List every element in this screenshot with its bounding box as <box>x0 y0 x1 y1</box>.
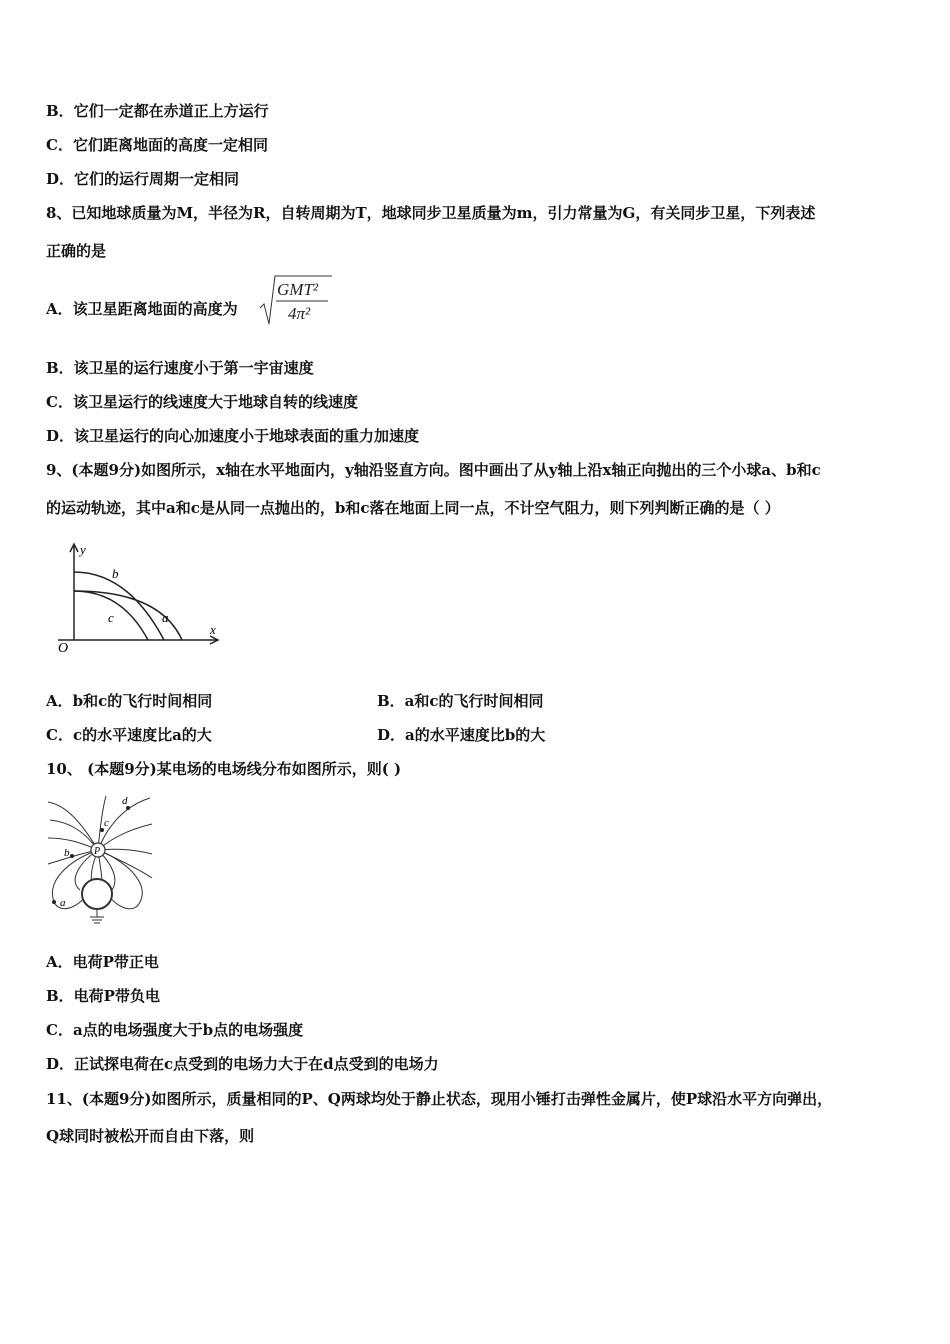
q7-option-c: C．它们距离地面的高度一定相同 <box>46 136 268 154</box>
q8-option-d: D．该卫星运行的向心加速度小于地球表面的重力加速度 <box>46 427 420 445</box>
q8-stem-line1: 8、已知地球质量为M，半径为R，自转周期为T，地球同步卫星质量为m，引力常量为G，有关同步卫星，下列表述 <box>46 204 816 222</box>
label-d: d <box>122 795 128 807</box>
q9-stem-line1: 9、(本题9分)如图所示，x轴在水平地面内，y轴沿竖直方向。图中画出了从y轴上沿x轴正向抛出的三个小球a、b和c <box>46 461 821 479</box>
electric-field-figure <box>40 790 160 930</box>
x-axis-label: x <box>210 622 216 637</box>
conductor-sphere <box>82 879 112 909</box>
q9-option-d: D．a的水平速度比b的大 <box>377 726 546 744</box>
q7-option-d: D．它们的运行周期一定相同 <box>46 170 240 188</box>
y-axis-label: y <box>80 542 86 557</box>
label-c: c <box>104 817 109 829</box>
label-p: P <box>94 846 101 857</box>
formula-denominator: 4π² <box>288 304 311 323</box>
origin-label: O <box>58 641 69 656</box>
q9-option-b: B．a和c的飞行时间相同 <box>377 692 544 710</box>
q8-stem-line2: 正确的是 <box>46 242 107 260</box>
q8-option-b: B．该卫星的运行速度小于第一宇宙速度 <box>46 359 314 377</box>
label-a: a <box>60 897 66 909</box>
q9-stem-line2: 的运动轨迹，其中a和c是从同一点抛出的，b和c落在地面上同一点，不计空气阻力，则下列判断正确的是（ ） <box>46 499 780 517</box>
q10-option-b: B．电荷P带负电 <box>46 987 160 1005</box>
q10-option-d: D．正试探电荷在c点受到的电场力大于在d点受到的电场力 <box>46 1055 439 1073</box>
q8-option-a-formula <box>258 272 334 328</box>
formula-numerator: GMT² <box>277 280 318 299</box>
q10-option-c: C．a点的电场强度大于b点的电场强度 <box>46 1021 304 1039</box>
projectile-trajectory-figure <box>50 538 230 658</box>
q11-stem-line2: Q球同时被松开而自由下落，则 <box>46 1127 255 1145</box>
q9-option-c: C．c的水平速度比a的大 <box>46 726 212 744</box>
label-a: a <box>162 610 169 625</box>
q11-stem-line1: 11、(本题9分)如图所示，质量相同的P、Q两球均处于静止状态，现用小锤打击弹性金属片，使P球沿水平方向弹出， <box>46 1090 833 1108</box>
q8-option-c: C．该卫星运行的线速度大于地球自转的线速度 <box>46 393 358 411</box>
label-c: c <box>108 610 114 625</box>
q10-option-a: A．电荷P带正电 <box>46 953 159 971</box>
label-b: b <box>64 847 70 859</box>
q7-option-b: B．它们一定都在赤道正上方运行 <box>46 102 269 120</box>
q8-option-a: A．该卫星距离地面的高度为 <box>46 300 238 318</box>
label-b: b <box>112 566 119 581</box>
q10-stem: 10、 (本题9分)某电场的电场线分布如图所示，则( ) <box>46 760 402 778</box>
q9-option-a: A．b和c的飞行时间相同 <box>46 692 213 710</box>
